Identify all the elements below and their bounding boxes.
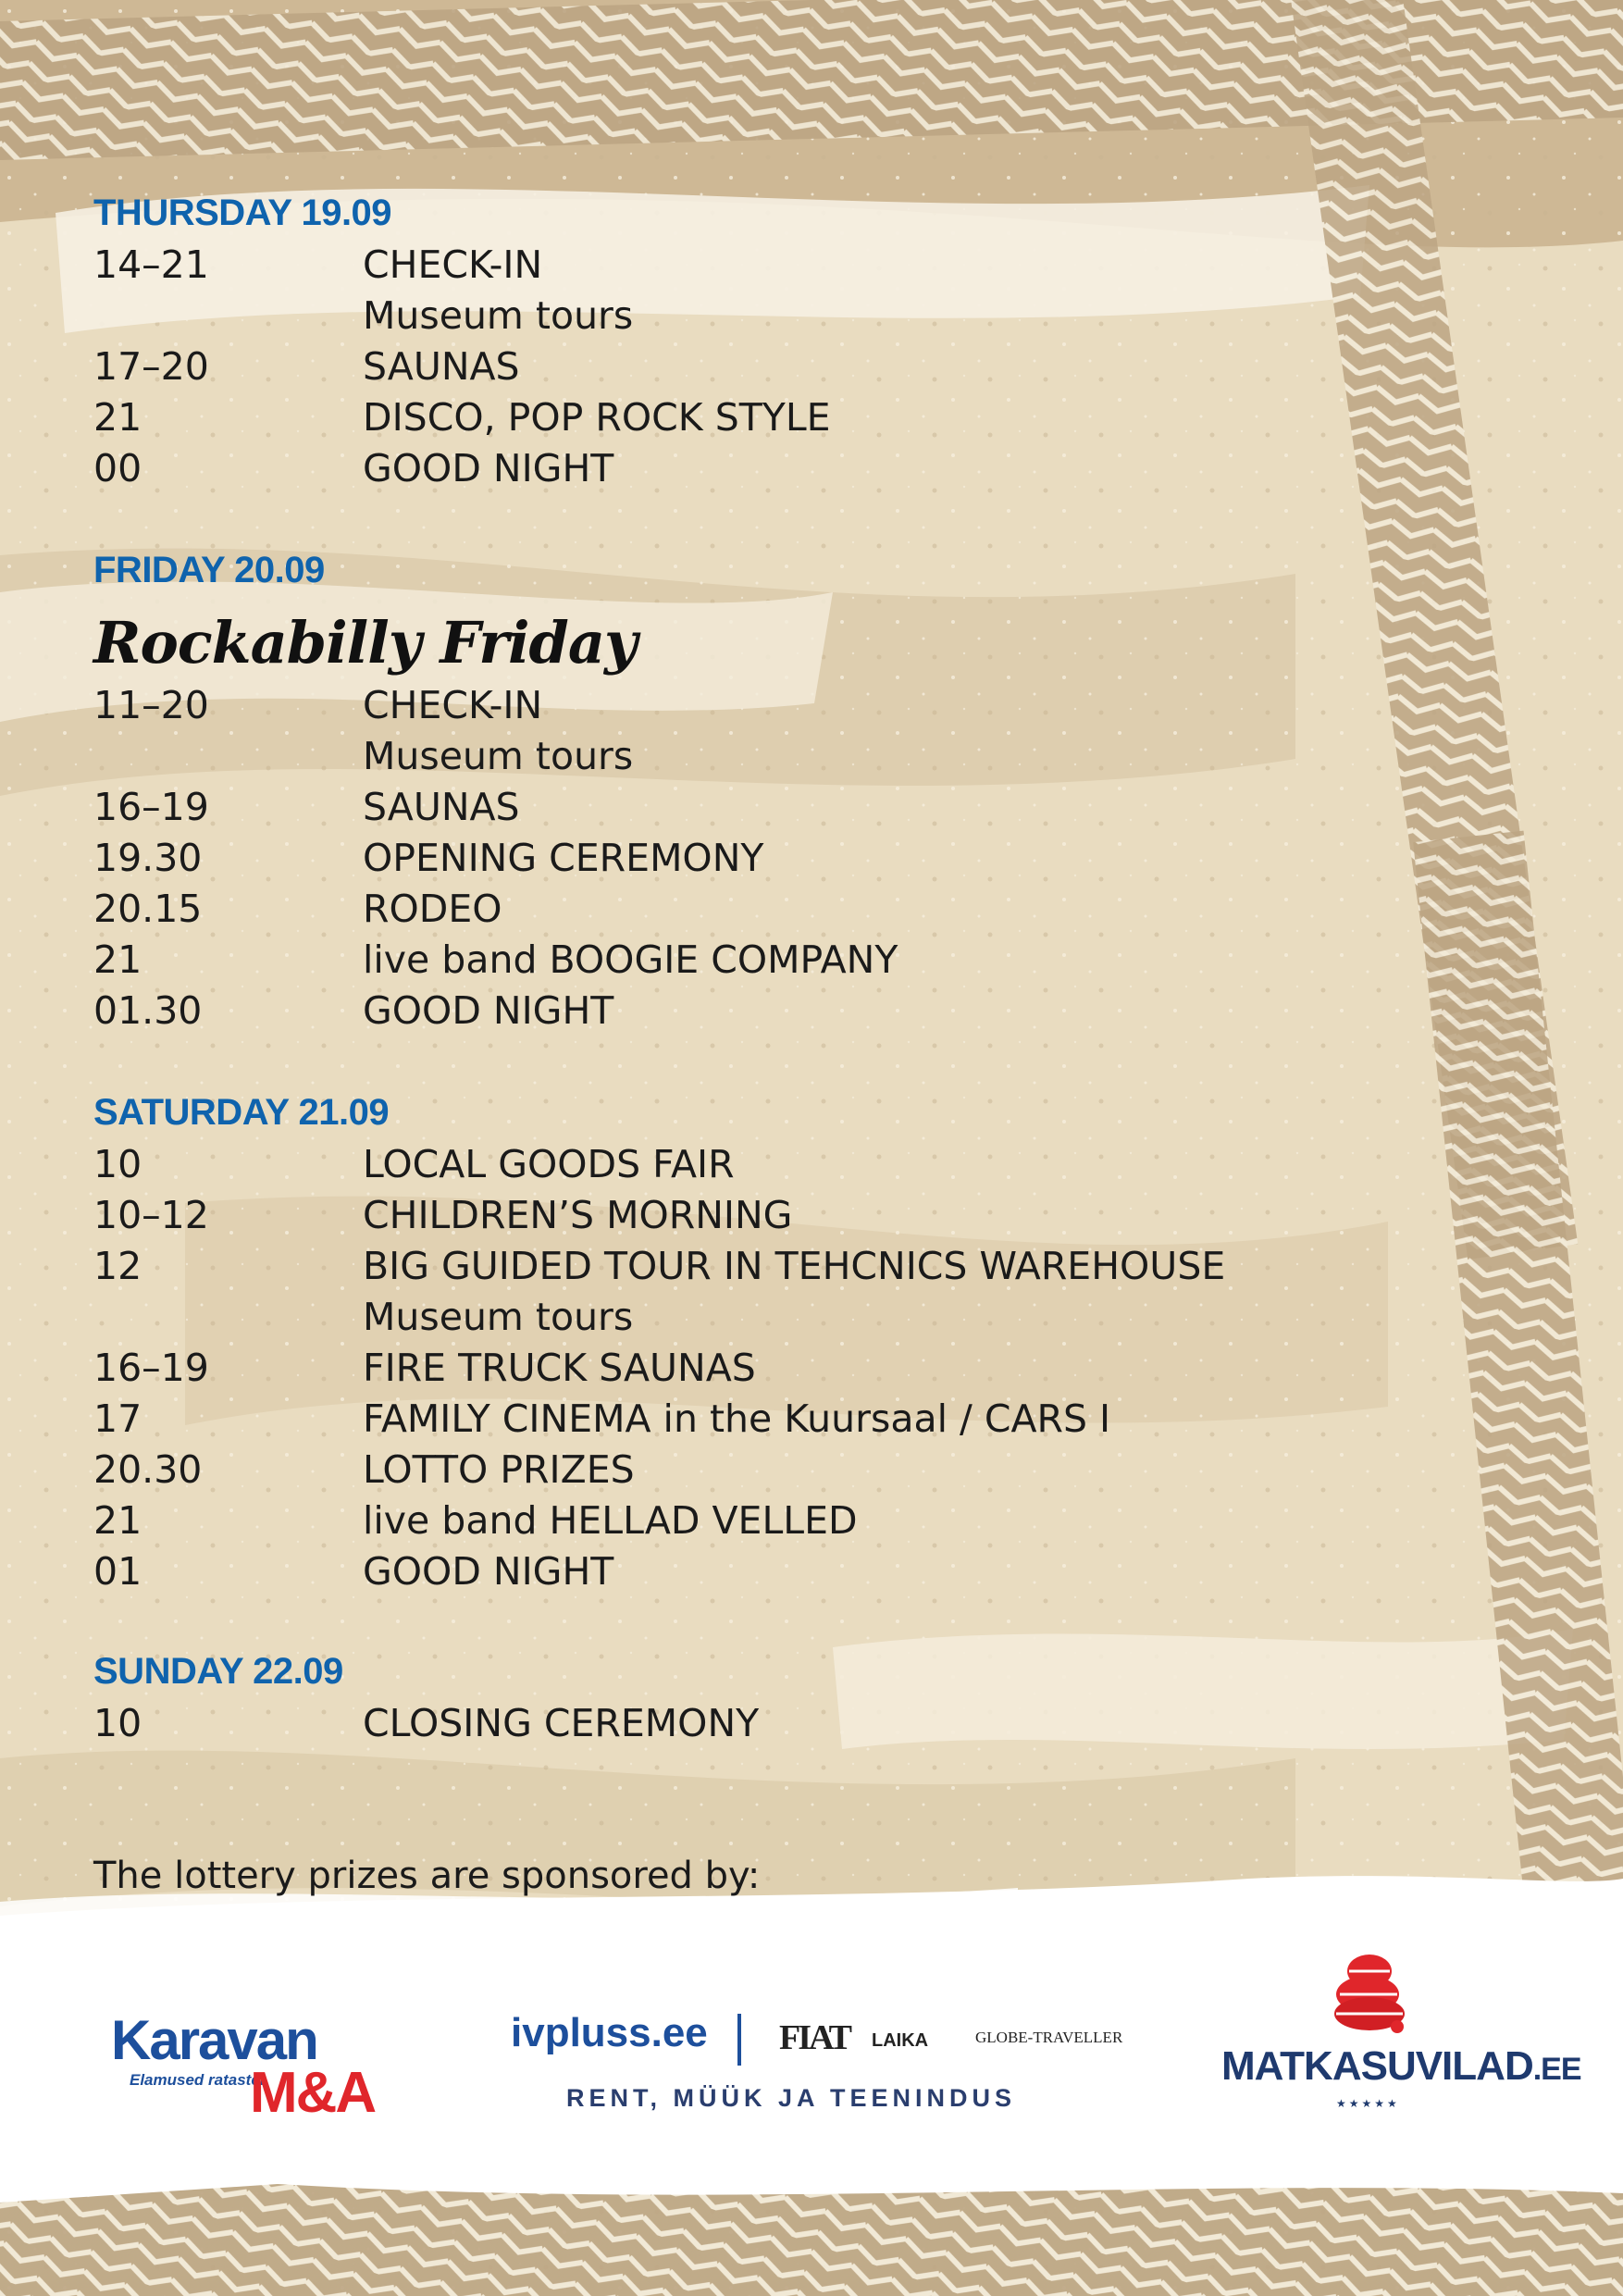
schedule-row (93, 1244, 1426, 1295)
schedule-time: 20.15 (93, 887, 203, 931)
schedule-row (93, 988, 1426, 1039)
ivpluss-name: ivpluss.ee (511, 2010, 708, 2055)
caravan-stack-icon (1323, 1943, 1416, 2036)
schedule-row (93, 1498, 1426, 1549)
schedule-event: OPENING CEREMONY (363, 836, 764, 880)
schedule-event: BIG GUIDED TOUR IN TEHCNICS WAREHOUSE (363, 1244, 1226, 1288)
schedule-event: live band HELLAD VELLED (363, 1498, 858, 1543)
matkasuvilad-name (1221, 2043, 1581, 2090)
karavan-mark: M&A (250, 2061, 376, 2125)
schedule-time: 16–19 (93, 785, 209, 829)
schedule-time: 17–20 (93, 344, 209, 389)
schedule-row (93, 1295, 1426, 1346)
schedule-event: FAMILY CINEMA in the Kuursaal / CARS I (363, 1396, 1111, 1441)
schedule-time: 21 (93, 395, 142, 440)
schedule-event: SAUNAS (363, 344, 520, 389)
day-heading-friday: FRIDAY 20.09 (93, 550, 325, 590)
day-heading-sunday: SUNDAY 22.09 (93, 1651, 343, 1692)
rating-stars: ★★★★★ (1336, 2097, 1400, 2110)
matkasuvilad-logo (1221, 1943, 1581, 2128)
schedule-row (93, 887, 1426, 937)
schedule-time: 12 (93, 1244, 142, 1288)
schedule-row (93, 937, 1426, 988)
schedule-row (93, 785, 1426, 836)
day-heading-thursday: THURSDAY 19.09 (93, 192, 392, 233)
ivpluss-tagline: RENT, MÜÜK JA TEENINDUS (566, 2084, 1017, 2112)
schedule-time: 21 (93, 937, 142, 982)
schedule-time: 16–19 (93, 1346, 209, 1390)
schedule-time: 10–12 (93, 1193, 209, 1237)
schedule-event: Museum tours (363, 734, 634, 778)
fiat-brand: FIAT (779, 2018, 849, 2057)
schedule-time: 01 (93, 1549, 142, 1594)
karavan-logo (111, 2008, 407, 2128)
schedule-event: Museum tours (363, 293, 634, 338)
schedule-time: 10 (93, 1142, 142, 1186)
divider (737, 2014, 741, 2066)
schedule-row (93, 836, 1426, 887)
schedule-event: LOTTO PRIZES (363, 1447, 635, 1492)
day-heading-saturday: SATURDAY 21.09 (93, 1092, 390, 1133)
schedule-row (93, 683, 1426, 734)
schedule-event: CLOSING CEREMONY (363, 1701, 760, 1745)
schedule-row (93, 293, 1426, 344)
globe-traveller-brand: GLOBE-TRAVELLER (975, 2029, 1123, 2046)
schedule-event: LOCAL GOODS FAIR (363, 1142, 735, 1186)
matkasuvilad-name-text: MATKASUVILAD (1221, 2043, 1533, 2089)
sponsors-intro: The lottery prizes are sponsored by: (93, 1855, 761, 1897)
schedule-event: RODEO (363, 887, 502, 931)
schedule-time: 01.30 (93, 988, 203, 1033)
ivpluss-logo (511, 2008, 1140, 2128)
laika-brand: LAIKA (872, 2030, 929, 2051)
theme-title: Rockabilly Friday (93, 609, 638, 676)
schedule-row (93, 446, 1426, 497)
schedule-row (93, 242, 1426, 293)
schedule-row (93, 1346, 1426, 1396)
schedule-time: 10 (93, 1701, 142, 1745)
schedule-row (93, 1549, 1426, 1600)
schedule-event: live band BOOGIE COMPANY (363, 937, 898, 982)
schedule-row (93, 344, 1426, 395)
schedule-row (93, 734, 1426, 785)
schedule-row (93, 1193, 1426, 1244)
schedule-row (93, 395, 1426, 446)
schedule-time: 00 (93, 446, 142, 490)
schedule-event: FIRE TRUCK SAUNAS (363, 1346, 756, 1390)
schedule-event: SAUNAS (363, 785, 520, 829)
schedule-row (93, 1447, 1426, 1498)
schedule-event: Museum tours (363, 1295, 634, 1339)
schedule-event: DISCO, POP ROCK STYLE (363, 395, 831, 440)
schedule-event: GOOD NIGHT (363, 1549, 614, 1594)
schedule-time: 19.30 (93, 836, 203, 880)
schedule-time: 21 (93, 1498, 142, 1543)
matkasuvilad-suffix: .EE (1532, 2052, 1581, 2087)
schedule-event: GOOD NIGHT (363, 446, 614, 490)
karavan-tagline: Elamused ratastel (130, 2071, 265, 2089)
karavan-name: Karavan (111, 2009, 317, 2071)
schedule-time: 20.30 (93, 1447, 203, 1492)
schedule-time: 11–20 (93, 683, 209, 727)
schedule-event: GOOD NIGHT (363, 988, 614, 1033)
schedule-row (93, 1142, 1426, 1193)
schedule-time: 14–21 (93, 242, 209, 287)
schedule-row (93, 1701, 1426, 1752)
schedule-event: CHECK-IN (363, 242, 543, 287)
schedule-event: CHECK-IN (363, 683, 543, 727)
schedule-time: 17 (93, 1396, 142, 1441)
schedule-event: CHILDREN’S MORNING (363, 1193, 793, 1237)
schedule-row (93, 1396, 1426, 1447)
